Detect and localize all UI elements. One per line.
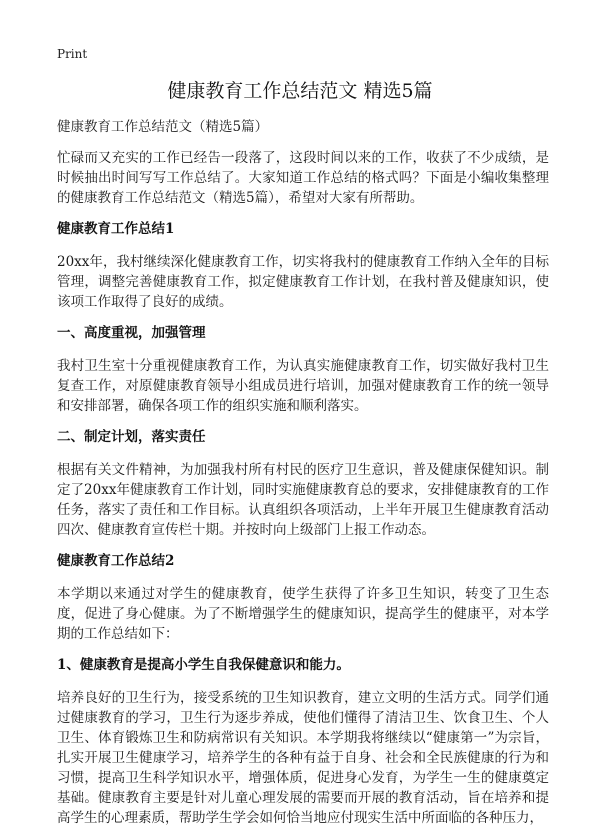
section2-sub1-paragraph: 培养良好的卫生行为，接受系统的卫生知识教育，建立文明的生活方式。同学们通过健康教育的学习，卫生行为逐步养成，使他们懂得了清洁卫生、饮食卫生、个人卫生、体育锻炼卫生和防病常识有关知识。本学期我将继续以“健康第一”为宗旨，扎实开展卫生健康学习，培养学生的各种有益于自身、社会和全民族健康的行为和习惯，提高卫生科学知识水平，增强体质，促进身心发育，为学生一生的健康奠定基础。健康教育主要是针对儿童心理发展的需要而开展的教育活动，旨在培养和提高学生的心理素质，帮助学生学会如何恰当地应付现实生活中所面临的各种压力， (57, 690, 549, 826)
intro-paragraph: 忙碌而又充实的工作已经告一段落了，这段时间以来的工作，收获了不少成绩，是时候抽出时间写写工作总结了。大家知道工作总结的格式吗？下面是小编收集整理的健康教育工作总结范文（精选5篇），希望对大家有所帮助。 (57, 150, 549, 206)
section2-subheading-1: 1、健康教育是提高小学生自我保健意识和能力。 (57, 657, 350, 673)
section2-paragraph: 本学期以来通过对学生的健康教育，使学生获得了许多卫生知识，转变了卫生态度，促进了身心健康。为了不断增强学生的健康知识，提高学生的健康平，对本学期的工作总结如下： (57, 586, 549, 642)
section1-paragraph: 20xx年，我村继续深化健康教育工作，切实将我村的健康教育工作纳入全年的目标管理，调整完善健康教育工作，拟定健康教育工作计划，在我村普及健康知识，使该项工作取得了良好的成绩。 (57, 254, 549, 310)
article-body (57, 117, 549, 828)
section1-subheading-1: 一、高度重视，加强管理 (57, 325, 206, 341)
page-title: 健康教育工作总结范文 精选5篇 (167, 80, 433, 102)
section1-subheading-2: 二、制定计划，落实责任 (57, 429, 206, 445)
section-heading-1: 健康教育工作总结1 (57, 221, 175, 237)
section1-sub1-paragraph: 我村卫生室十分重视健康教育工作，为认真实施健康教育工作，切实做好我村卫生复查工作，对原健康教育领导小组成员进行培训，加强对健康教育工作的统一领导和安排部署，确保各项工作的组织实施和顺利落实。 (57, 358, 549, 414)
print-label[interactable]: Print (57, 47, 88, 61)
section-heading-2: 健康教育工作总结2 (57, 553, 175, 569)
section1-sub2-paragraph: 根据有关文件精神，为加强我村所有村民的医疗卫生意识，普及健康保健知识。制定了20xx年健康教育工作计划，同时实施健康教育总的要求，安排健康教育的工作任务，落实了责任和工作目标。认真组织各项活动，上半年开展卫生健康教育活动四次、健康教育宣传栏十期。并按时向上级部门上报工作动态。 (57, 462, 549, 538)
article-subtitle: 健康教育工作总结范文（精选5篇） (57, 119, 269, 135)
